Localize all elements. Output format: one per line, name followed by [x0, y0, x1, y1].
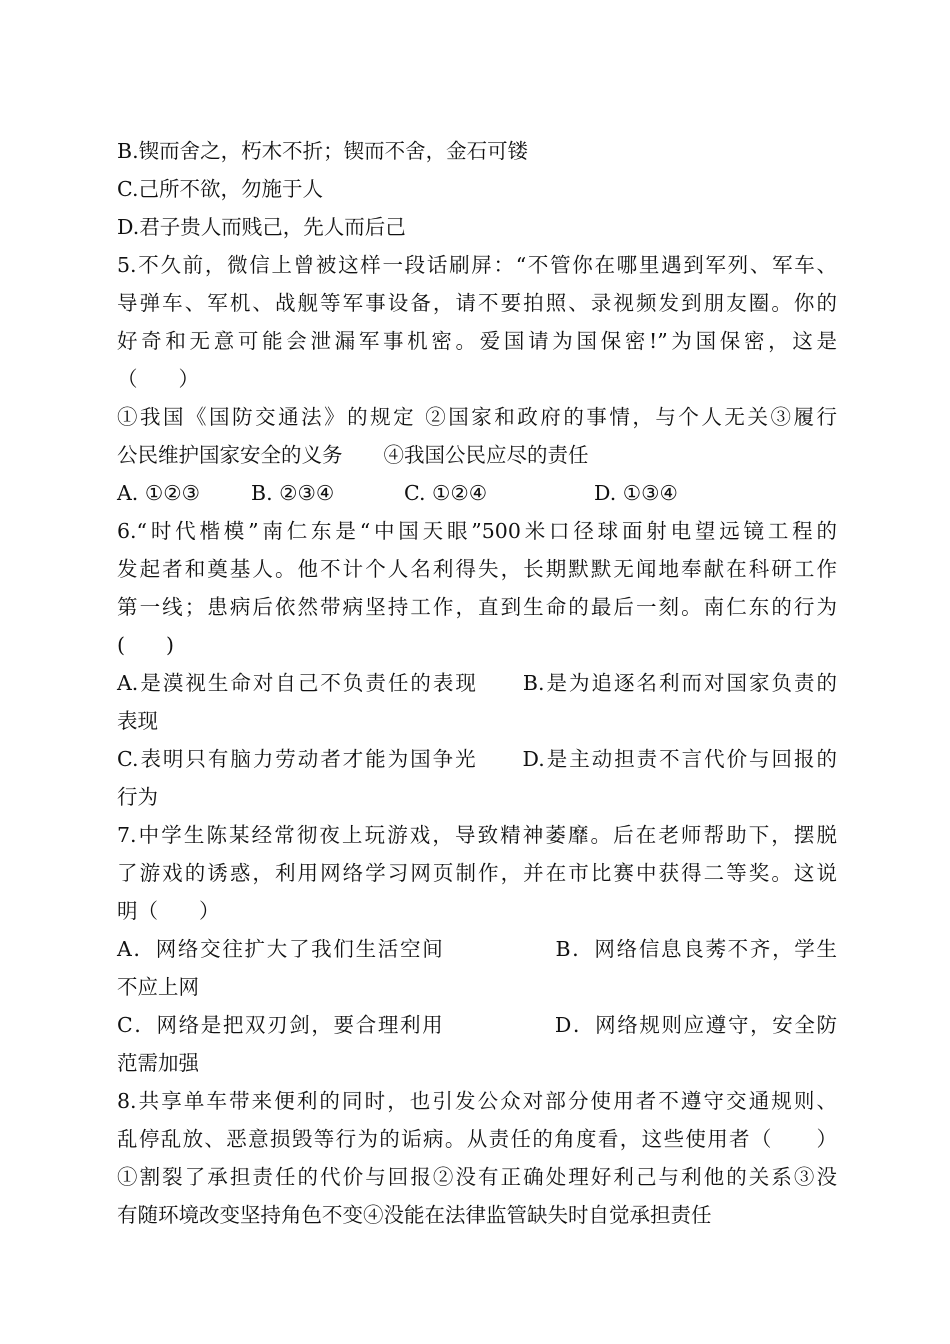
q4-option-d: D.君子贵人而贱己，先人而后己: [117, 215, 406, 239]
q7-option-line: A．网络交往扩大了我们生活空间 B．网络信息良莠不齐，学生: [117, 937, 837, 961]
q8-stem-line: ①割裂了承担责任的代价与回报②没有正确处理好利己与利他的关系③没: [117, 1165, 837, 1189]
q5-options: [117, 474, 837, 512]
q7-stem-line: 7.中学生陈某经常彻夜上玩游戏，导致精神萎靡。后在老师帮助下，摆脱: [117, 823, 837, 847]
q6-stem-line: 发起者和奠基人。他不计个人名利得失，长期默默无闻地奉献在科研工作: [117, 557, 837, 581]
q5-stem-line: （ ）: [117, 367, 199, 391]
q5-items-line: 公民维护国家安全的义务 ④我国公民应尽的责任: [117, 443, 589, 467]
q5-stem-line: 5.不久前，微信上曾被这样一段话刷屏：“不管你在哪里遇到军列、军车、: [117, 253, 837, 277]
q7-stem-line: 了游戏的诱惑，利用网络学习网页制作，并在市比赛中获得二等奖。这说: [117, 861, 837, 885]
q7-option-line: C．网络是把双刃剑，要合理利用 D．网络规则应遵守，安全防: [117, 1013, 837, 1037]
q4-option-b: B.锲而舍之，朽木不折；锲而不舍，金石可镂: [117, 139, 529, 163]
q5-option-c: C. ①②④: [404, 481, 488, 505]
q7-option-line: 范需加强: [117, 1051, 199, 1075]
q5-stem-line: 导弹车、军机、战舰等军事设备，请不要拍照、录视频发到朋友圈。你的: [117, 291, 837, 315]
exam-content: [117, 132, 837, 1234]
q5-items-line: ①我国《国防交通法》的规定 ②国家和政府的事情，与个人无关③履行: [117, 405, 837, 429]
q5-option-d: D. ①③④: [594, 481, 678, 505]
q8-stem-line: 有随环境改变坚持角色不变④没能在法律监管缺失时自觉承担责任: [117, 1203, 712, 1227]
q5-option-b: B. ②③④: [251, 481, 335, 505]
q6-option-line: 表现: [117, 709, 158, 733]
q6-option-line: A.是漠视生命对自己不负责任的表现 B.是为追逐名利而对国家负责的: [117, 671, 837, 695]
q6-stem-line: ( ): [117, 633, 174, 657]
q8-stem-line: 8.共享单车带来便利的同时，也引发公众对部分使用者不遵守交通规则、: [117, 1089, 837, 1113]
q5-option-a: A. ①②③: [117, 481, 200, 505]
q7-option-line: 不应上网: [117, 975, 199, 999]
q4-option-c: C.己所不欲，勿施于人: [117, 177, 323, 201]
q6-stem-line: 6.“时代楷模”南仁东是“中国天眼”500米口径球面射电望远镜工程的: [117, 519, 837, 543]
q6-stem-line: 第一线；患病后依然带病坚持工作，直到生命的最后一刻。南仁东的行为: [117, 595, 837, 619]
q8-stem-line: 乱停乱放、恶意损毁等行为的诟病。从责任的角度看，这些使用者（ ）: [117, 1127, 837, 1151]
q6-option-line: 行为: [117, 785, 158, 809]
q6-option-line: C.表明只有脑力劳动者才能为国争光 D.是主动担责不言代价与回报的: [117, 747, 837, 771]
q7-stem-line: 明（ ）: [117, 899, 220, 923]
q5-stem-line: 好奇和无意可能会泄漏军事机密。爱国请为国保密!”为国保密，这是: [117, 329, 837, 353]
